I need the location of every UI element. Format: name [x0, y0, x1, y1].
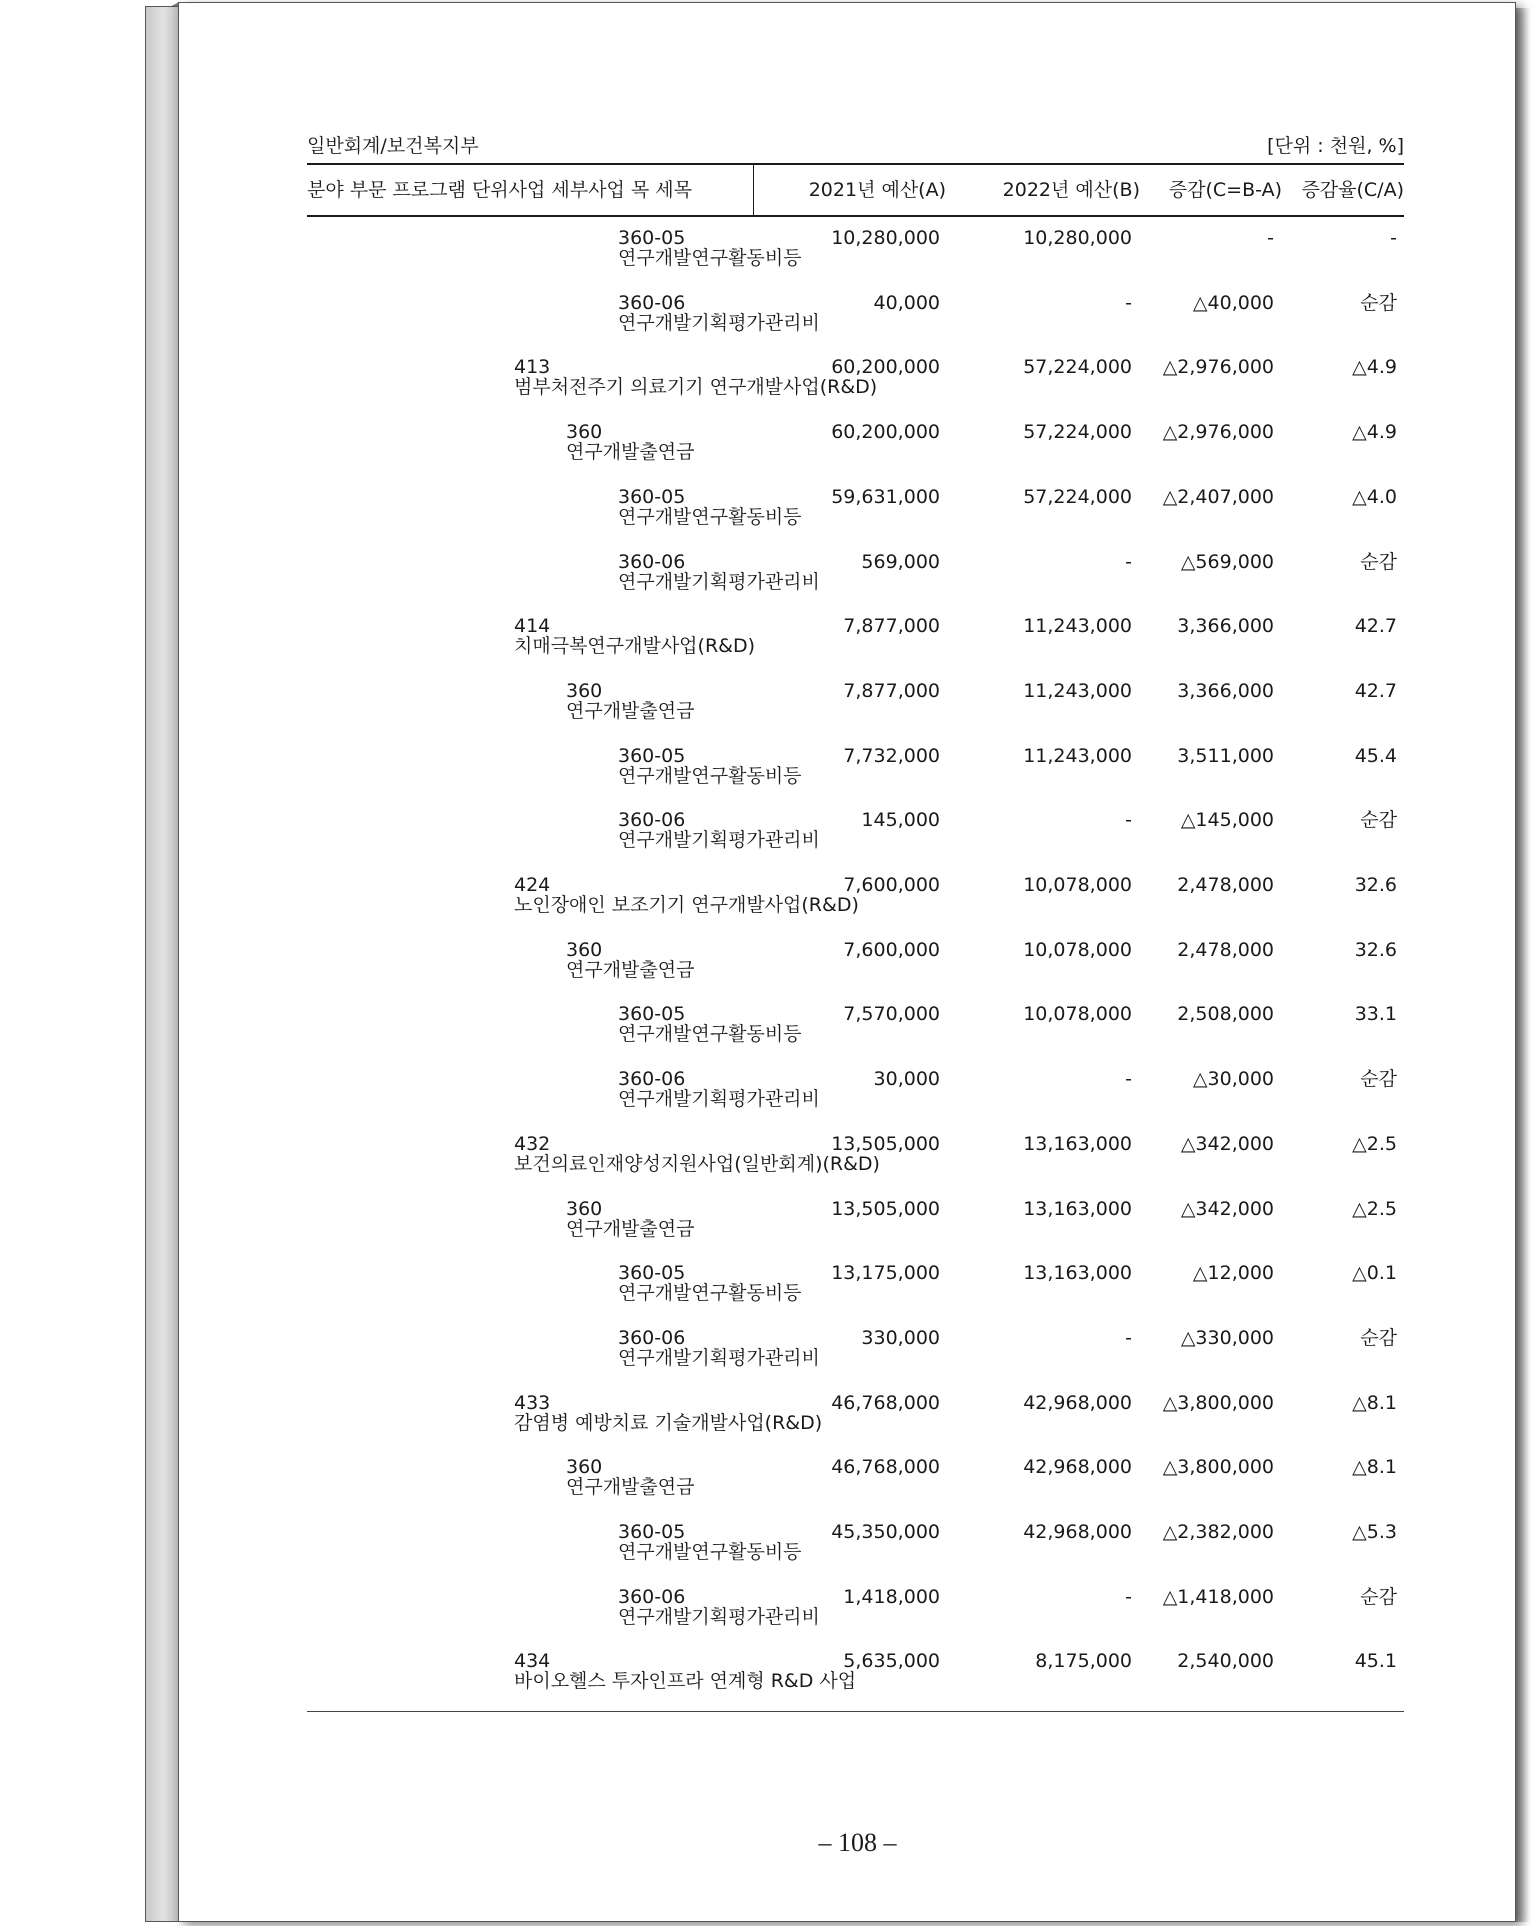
row-change: 2,540,000 [1177, 1650, 1274, 1672]
row-name: 연구개발출연금 [566, 700, 695, 722]
row-code: 360 [566, 680, 603, 702]
table-row [0, 615, 1534, 679]
row-budget-2022: 10,078,000 [1023, 874, 1132, 896]
table-row [0, 421, 1534, 485]
row-budget-2021: 7,600,000 [843, 939, 940, 961]
row-name: 범부처전주기 의료기기 연구개발사업(R&D) [514, 376, 878, 398]
row-rate: 33.1 [1354, 1003, 1397, 1025]
row-code: 360-05 [618, 227, 686, 249]
row-rate: - [1390, 227, 1397, 249]
account-title: 일반회계/보건복지부 [307, 135, 479, 157]
row-budget-2022: 13,163,000 [1023, 1262, 1132, 1284]
row-name: 연구개발기획평가관리비 [618, 829, 820, 851]
table-row [0, 1586, 1534, 1650]
row-rate: △2.5 [1352, 1198, 1397, 1220]
row-budget-2021: 59,631,000 [831, 486, 940, 508]
row-code: 360-06 [618, 809, 686, 831]
row-budget-2021: 46,768,000 [831, 1392, 940, 1414]
row-change: △145,000 [1180, 809, 1274, 831]
row-rate: △4.0 [1352, 486, 1397, 508]
row-change: △342,000 [1180, 1133, 1274, 1155]
row-name: 연구개발기획평가관리비 [618, 1088, 820, 1110]
row-change: - [1267, 227, 1274, 249]
row-code: 360 [566, 421, 603, 443]
row-code: 360-06 [618, 551, 686, 573]
row-change: 3,511,000 [1177, 745, 1274, 767]
row-name: 연구개발기획평가관리비 [618, 312, 820, 334]
column-header-change: 증감(C=B-A) [1168, 179, 1282, 201]
row-budget-2021: 10,280,000 [831, 227, 940, 249]
row-budget-2022: 57,224,000 [1023, 486, 1132, 508]
table-row [0, 1198, 1534, 1262]
table-top-rule [307, 163, 1404, 165]
row-code: 433 [514, 1392, 551, 1414]
row-change: △342,000 [1180, 1198, 1274, 1220]
row-code: 360-05 [618, 1521, 686, 1543]
row-name: 연구개발연구활동비등 [618, 506, 802, 528]
row-name: 치매극복연구개발사업(R&D) [514, 635, 756, 657]
table-row [0, 680, 1534, 744]
row-name: 연구개발출연금 [566, 1218, 695, 1240]
table-row [0, 809, 1534, 873]
row-code: 413 [514, 356, 551, 378]
row-name: 연구개발기획평가관리비 [618, 1606, 820, 1628]
row-budget-2021: 13,505,000 [831, 1198, 940, 1220]
table-row [0, 1068, 1534, 1132]
row-code: 360-06 [618, 1327, 686, 1349]
row-code: 360-06 [618, 1586, 686, 1608]
row-budget-2021: 60,200,000 [831, 356, 940, 378]
page-number: – 108 – [818, 1828, 897, 1857]
table-row [0, 1133, 1534, 1197]
row-budget-2021: 330,000 [861, 1327, 940, 1349]
row-budget-2022: 11,243,000 [1023, 615, 1132, 637]
row-code: 360-05 [618, 1003, 686, 1025]
row-rate: △8.1 [1352, 1456, 1397, 1478]
row-rate: △8.1 [1352, 1392, 1397, 1414]
row-budget-2022: 10,078,000 [1023, 1003, 1132, 1025]
row-budget-2022: - [1125, 1068, 1132, 1090]
row-budget-2022: 13,163,000 [1023, 1133, 1132, 1155]
row-change: 2,508,000 [1177, 1003, 1274, 1025]
row-code: 432 [514, 1133, 551, 1155]
column-header-rate: 증감율(C/A) [1301, 179, 1404, 201]
table-bottom-rule [307, 1711, 1404, 1712]
row-rate: 순감 [1360, 292, 1397, 314]
table-row [0, 356, 1534, 420]
row-change: 2,478,000 [1177, 939, 1274, 961]
row-change: △569,000 [1180, 551, 1274, 573]
table-row [0, 1456, 1534, 1520]
row-budget-2021: 569,000 [861, 551, 940, 573]
table-row [0, 1521, 1534, 1585]
row-budget-2021: 30,000 [873, 1068, 940, 1090]
row-budget-2021: 7,732,000 [843, 745, 940, 767]
row-code: 360-06 [618, 1068, 686, 1090]
row-budget-2021: 46,768,000 [831, 1456, 940, 1478]
table-row [0, 1650, 1534, 1714]
row-rate: 45.4 [1354, 745, 1397, 767]
row-rate: 32.6 [1354, 874, 1397, 896]
table-row [0, 939, 1534, 1003]
row-rate: △4.9 [1352, 421, 1397, 443]
row-change: 3,366,000 [1177, 615, 1274, 637]
row-change: △2,976,000 [1162, 421, 1274, 443]
row-change: 2,478,000 [1177, 874, 1274, 896]
column-header-2022: 2022년 예산(B) [1002, 179, 1140, 201]
row-name: 연구개발기획평가관리비 [618, 1347, 820, 1369]
table-row [0, 745, 1534, 809]
row-budget-2022: - [1125, 551, 1132, 573]
row-budget-2022: - [1125, 292, 1132, 314]
row-name: 연구개발출연금 [566, 959, 695, 981]
row-change: △12,000 [1192, 1262, 1274, 1284]
row-budget-2022: - [1125, 1586, 1132, 1608]
row-rate: 42.7 [1354, 615, 1397, 637]
row-change: △3,800,000 [1162, 1456, 1274, 1478]
row-code: 360 [566, 1198, 603, 1220]
row-budget-2022: 13,163,000 [1023, 1198, 1132, 1220]
row-budget-2022: 11,243,000 [1023, 745, 1132, 767]
row-budget-2022: 57,224,000 [1023, 421, 1132, 443]
row-change: △30,000 [1192, 1068, 1274, 1090]
row-budget-2021: 5,635,000 [843, 1650, 940, 1672]
row-budget-2022: 8,175,000 [1035, 1650, 1132, 1672]
row-budget-2022: 10,280,000 [1023, 227, 1132, 249]
table-row [0, 1262, 1534, 1326]
table-row [0, 486, 1534, 550]
row-budget-2021: 7,570,000 [843, 1003, 940, 1025]
row-code: 414 [514, 615, 551, 637]
row-code: 360-05 [618, 1262, 686, 1284]
row-change: 3,366,000 [1177, 680, 1274, 702]
row-name: 연구개발연구활동비등 [618, 765, 802, 787]
row-budget-2021: 7,877,000 [843, 615, 940, 637]
row-change: △2,407,000 [1162, 486, 1274, 508]
table-row [0, 551, 1534, 615]
row-code: 360 [566, 1456, 603, 1478]
table-header-rule [307, 215, 1404, 217]
row-name: 노인장애인 보조기기 연구개발사업(R&D) [514, 894, 859, 916]
row-code: 360-06 [618, 292, 686, 314]
row-budget-2021: 145,000 [861, 809, 940, 831]
row-rate: △4.9 [1352, 356, 1397, 378]
unit-label: [단위 : 천원, %] [1267, 135, 1404, 157]
row-budget-2022: 42,968,000 [1023, 1456, 1132, 1478]
row-change: △3,800,000 [1162, 1392, 1274, 1414]
row-budget-2021: 45,350,000 [831, 1521, 940, 1543]
row-budget-2021: 60,200,000 [831, 421, 940, 443]
row-rate: 순감 [1360, 809, 1397, 831]
row-budget-2021: 7,877,000 [843, 680, 940, 702]
row-rate: 순감 [1360, 1327, 1397, 1349]
row-budget-2021: 7,600,000 [843, 874, 940, 896]
table-row [0, 292, 1534, 356]
row-name: 연구개발연구활동비등 [618, 1282, 802, 1304]
row-rate: 32.6 [1354, 939, 1397, 961]
row-name: 연구개발출연금 [566, 1476, 695, 1498]
row-change: △1,418,000 [1162, 1586, 1274, 1608]
row-rate: 순감 [1360, 1586, 1397, 1608]
row-code: 434 [514, 1650, 551, 1672]
row-change: △2,976,000 [1162, 356, 1274, 378]
row-rate: 45.1 [1354, 1650, 1397, 1672]
row-budget-2022: - [1125, 1327, 1132, 1349]
row-name: 바이오헬스 투자인프라 연계형 R&D 사업 [514, 1670, 857, 1692]
row-budget-2022: - [1125, 809, 1132, 831]
row-budget-2022: 10,078,000 [1023, 939, 1132, 961]
row-rate: △2.5 [1352, 1133, 1397, 1155]
row-budget-2022: 42,968,000 [1023, 1392, 1132, 1414]
row-name: 연구개발연구활동비등 [618, 1023, 802, 1045]
row-change: △2,382,000 [1162, 1521, 1274, 1543]
header-column-divider [753, 164, 754, 215]
row-rate: 순감 [1360, 551, 1397, 573]
table-row [0, 874, 1534, 938]
row-budget-2021: 13,175,000 [831, 1262, 940, 1284]
row-budget-2021: 1,418,000 [843, 1586, 940, 1608]
column-header-2021: 2021년 예산(A) [808, 179, 946, 201]
row-rate: △5.3 [1352, 1521, 1397, 1543]
row-budget-2022: 11,243,000 [1023, 680, 1132, 702]
row-rate: △0.1 [1352, 1262, 1397, 1284]
row-budget-2021: 40,000 [873, 292, 940, 314]
row-name: 감염병 예방치료 기술개발사업(R&D) [514, 1412, 823, 1434]
row-name: 연구개발출연금 [566, 441, 695, 463]
table-row [0, 1392, 1534, 1456]
row-rate: 순감 [1360, 1068, 1397, 1090]
row-name: 보건의료인재양성지원사업(일반회계)(R&D) [514, 1153, 880, 1175]
row-name: 연구개발연구활동비등 [618, 1541, 802, 1563]
row-budget-2022: 42,968,000 [1023, 1521, 1132, 1543]
row-name: 연구개발연구활동비등 [618, 247, 802, 269]
row-code: 360 [566, 939, 603, 961]
table-row [0, 1003, 1534, 1067]
row-code: 360-05 [618, 486, 686, 508]
table-row [0, 1327, 1534, 1391]
row-budget-2022: 57,224,000 [1023, 356, 1132, 378]
row-code: 424 [514, 874, 551, 896]
row-rate: 42.7 [1354, 680, 1397, 702]
row-change: △40,000 [1192, 292, 1274, 314]
row-code: 360-05 [618, 745, 686, 767]
column-header-name: 분야 부문 프로그램 단위사업 세부사업 목 세목 [307, 179, 692, 201]
row-budget-2021: 13,505,000 [831, 1133, 940, 1155]
table-row [0, 227, 1534, 291]
row-change: △330,000 [1180, 1327, 1274, 1349]
row-name: 연구개발기획평가관리비 [618, 571, 820, 593]
